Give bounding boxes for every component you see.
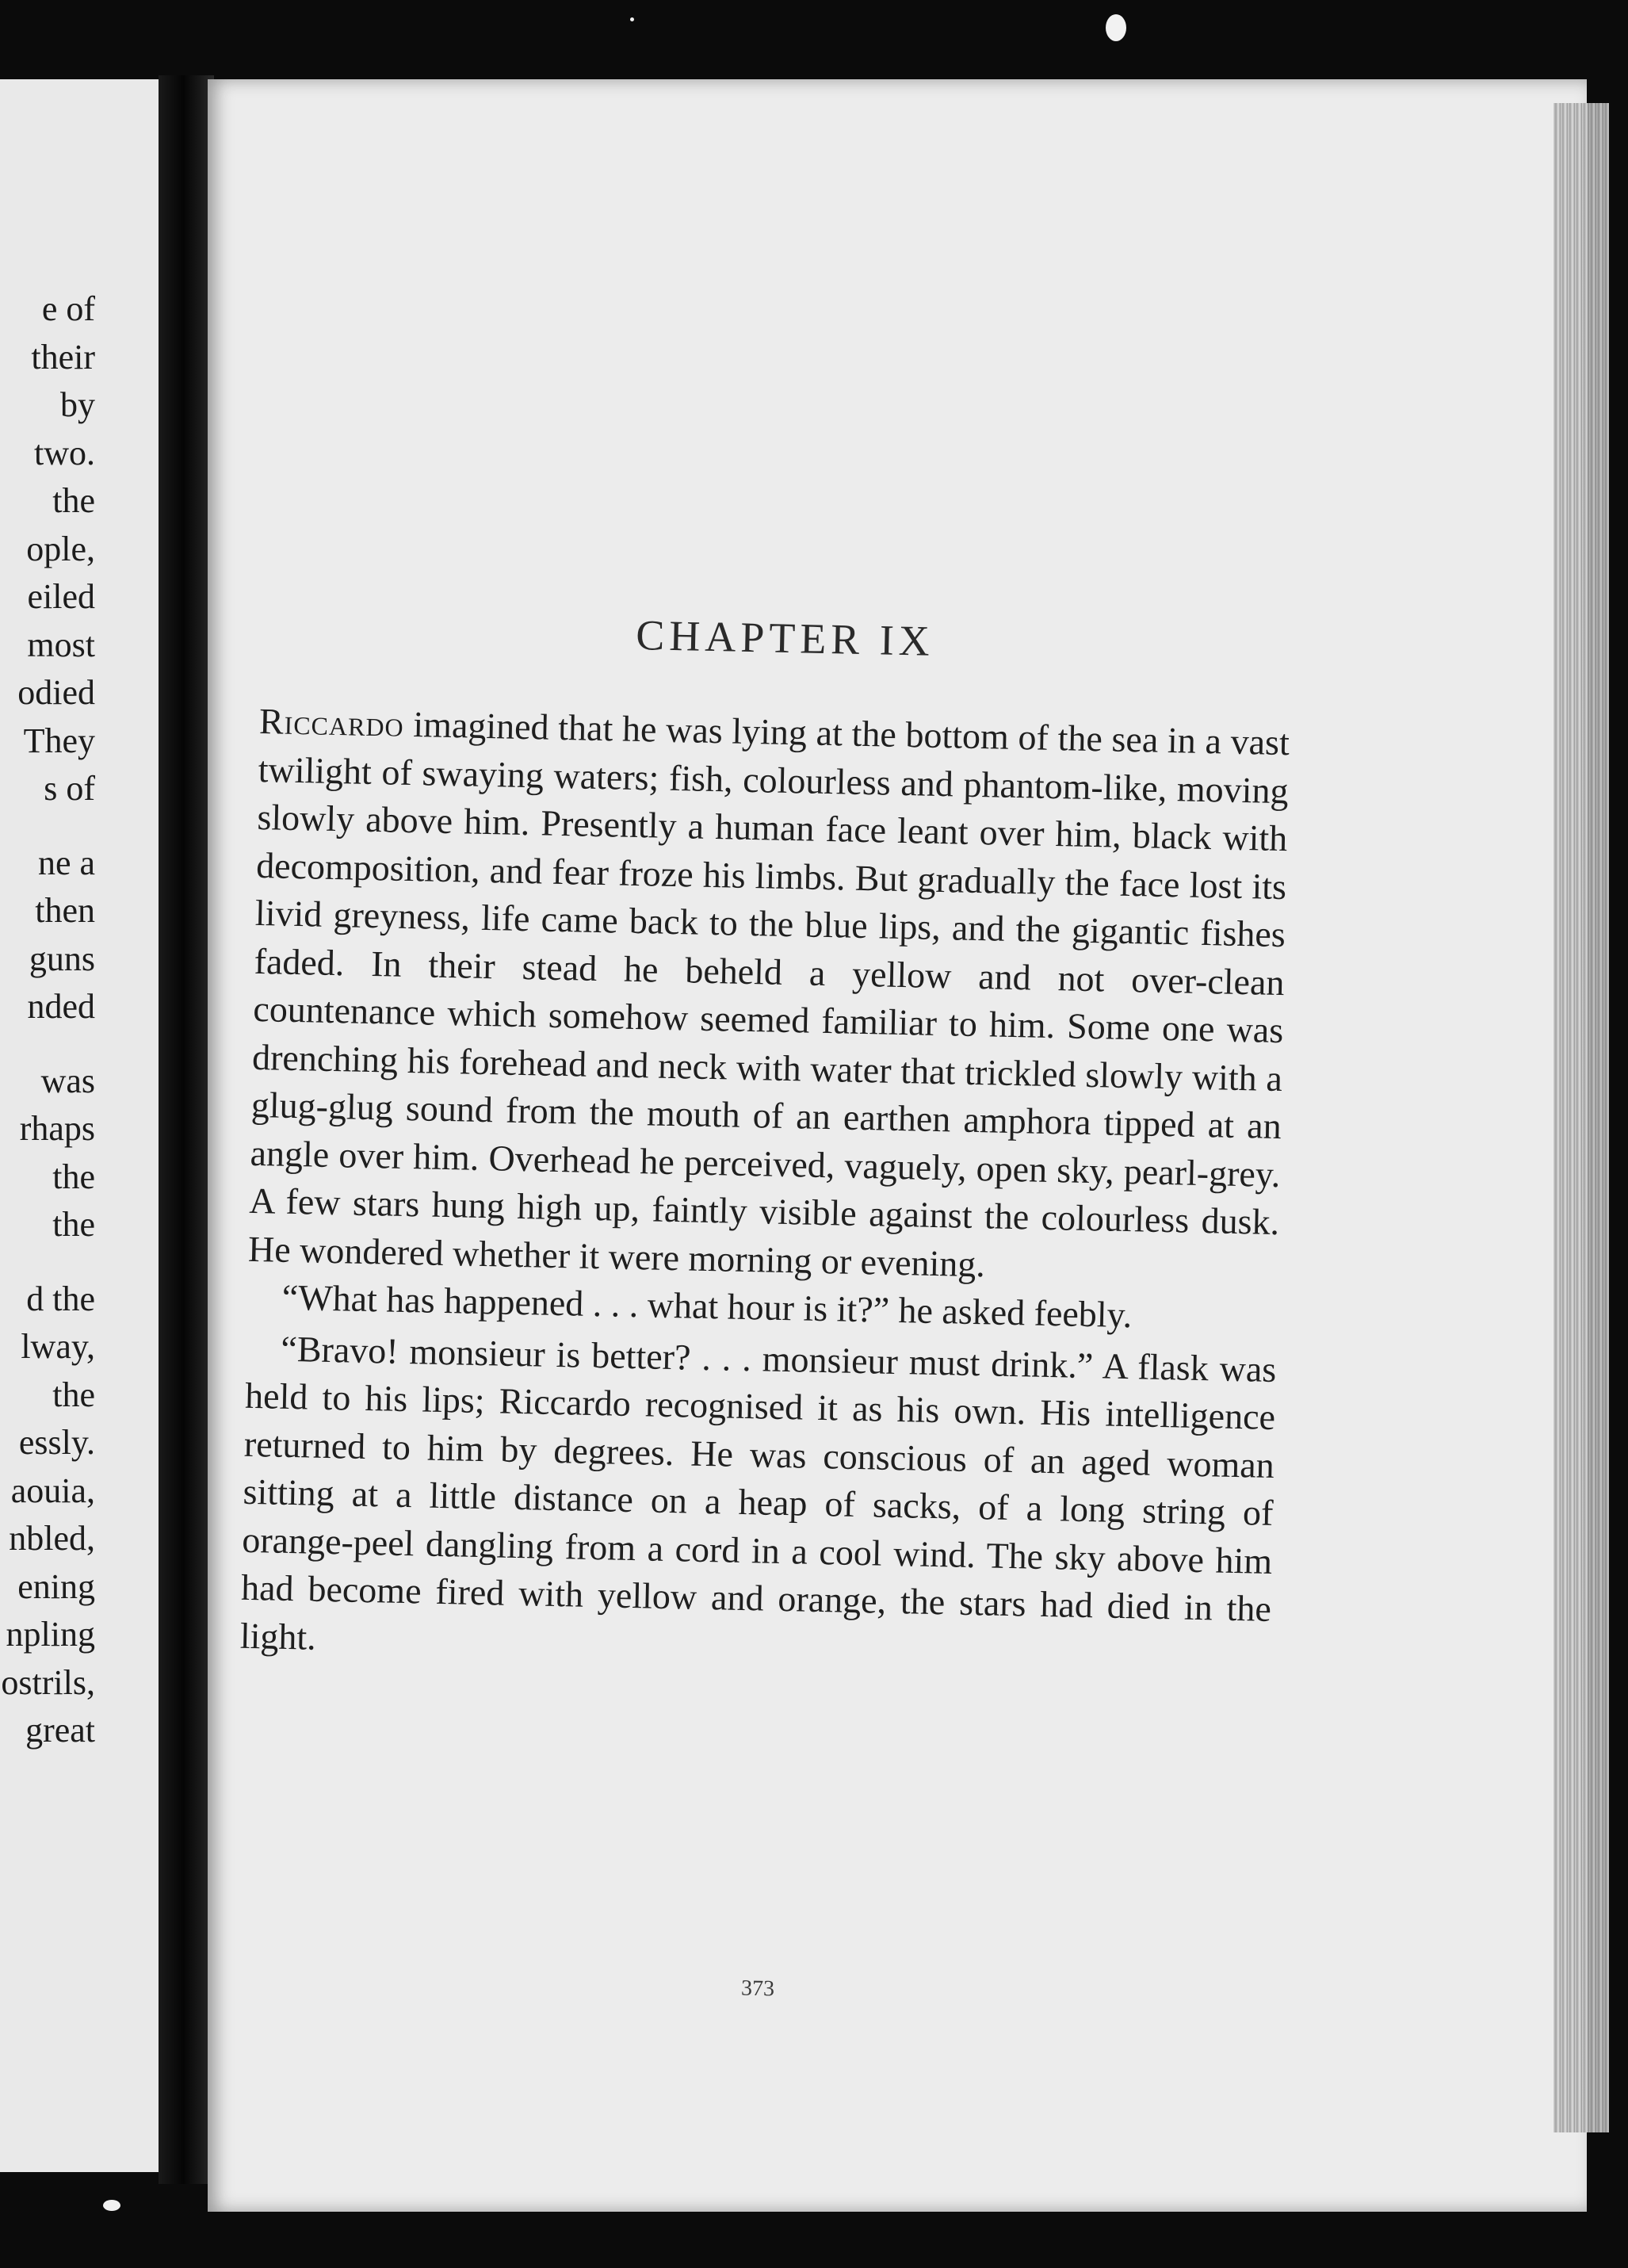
paragraph-2: “What has happened . . . what hour is it?” he asked feebly. <box>281 1276 1133 1336</box>
previous-page-line: ostrils, <box>1 1662 95 1702</box>
previous-page-line: nbled, <box>9 1519 95 1558</box>
paragraph-1-lead: Riccardo <box>258 700 405 744</box>
previous-page-line: d the <box>26 1279 95 1318</box>
previous-page-line: ne a <box>37 843 95 882</box>
page-edges <box>1553 103 1609 2132</box>
previous-page-line <box>0 1031 95 1058</box>
previous-page-line: s of <box>44 769 95 808</box>
book-gutter <box>159 75 214 2184</box>
previous-page-line: essly. <box>18 1423 95 1462</box>
scan-speck <box>103 2200 120 2211</box>
previous-page-line: guns <box>29 939 95 978</box>
paragraph-1-text: imagined that he was lying at the bottom of the sea in a vast twilight of swaying waters; fish, colourless and phantom-like, moving slowly above him. Presently a human face leant over him, black with decomposition, and fear froze his limbs. But gradually the face lost its livid greyness, life came back to the blue lips, and the gigantic fishes faded. In their stead he beheld a yellow and not over-clean countenance which somehow seemed familiar to him. Some one was drenching his forehead and neck with water that trickled slowly with a glug-glug sound from the mouth of an earthen amphora tipped at an angle over him. Overhead he perceived, vaguely, open sky, pearl-grey. A few stars hung high up, faintly visible against the colourless dusk. He wondered whether it were morning or evening. <box>247 703 1290 1284</box>
previous-page-line: e of <box>41 289 95 328</box>
previous-page-line <box>0 813 95 840</box>
previous-page-line: rhaps <box>19 1109 95 1148</box>
paragraph-3: “Bravo! monsieur is better? . . . monsieur must drink.” A flask was held to his lips; Riccardo recognised it as his own. His intelligence returned to him by degrees. He was conscious of an aged woman sitting at a little distance on a heap of sacks, of a long string of orange-peel dangling from a cord in a cool wind. The sky above him had become fired with yellow and orange, the stars had died in the light. <box>239 1328 1277 1658</box>
previous-page-line: two. <box>34 433 95 472</box>
previous-page-line: most <box>27 625 95 664</box>
chapter-title: CHAPTER IX <box>635 610 935 665</box>
previous-page-line: great <box>25 1711 95 1750</box>
previous-page-line: ople, <box>26 529 95 568</box>
previous-page-line: the <box>52 1375 95 1414</box>
previous-page-line: their <box>31 337 95 377</box>
page-number: 373 <box>740 1975 775 2002</box>
previous-page-line: npling <box>6 1615 95 1654</box>
previous-page-line <box>0 1249 95 1276</box>
previous-page-line: the <box>52 1205 95 1244</box>
scan-speck <box>1106 14 1126 41</box>
previous-page-line: lway, <box>21 1327 95 1366</box>
previous-page-line: then <box>35 891 95 930</box>
scan-speck <box>630 17 634 21</box>
previous-page-line: They <box>23 721 95 760</box>
previous-page-line: ening <box>17 1566 95 1606</box>
previous-page-line: the <box>52 1157 95 1196</box>
previous-page-line: eiled <box>27 577 95 616</box>
previous-page-line: odied <box>17 673 95 712</box>
previous-page-line: aouia, <box>10 1471 95 1510</box>
paragraph-1 <box>247 698 1290 1295</box>
previous-page-line: the <box>52 481 95 520</box>
previous-page-line: nded <box>27 987 95 1026</box>
previous-page-line-fragments <box>0 285 95 1755</box>
previous-page-line: was <box>40 1061 95 1100</box>
previous-page-line: by <box>60 385 95 424</box>
chapter-body <box>239 610 1291 1681</box>
